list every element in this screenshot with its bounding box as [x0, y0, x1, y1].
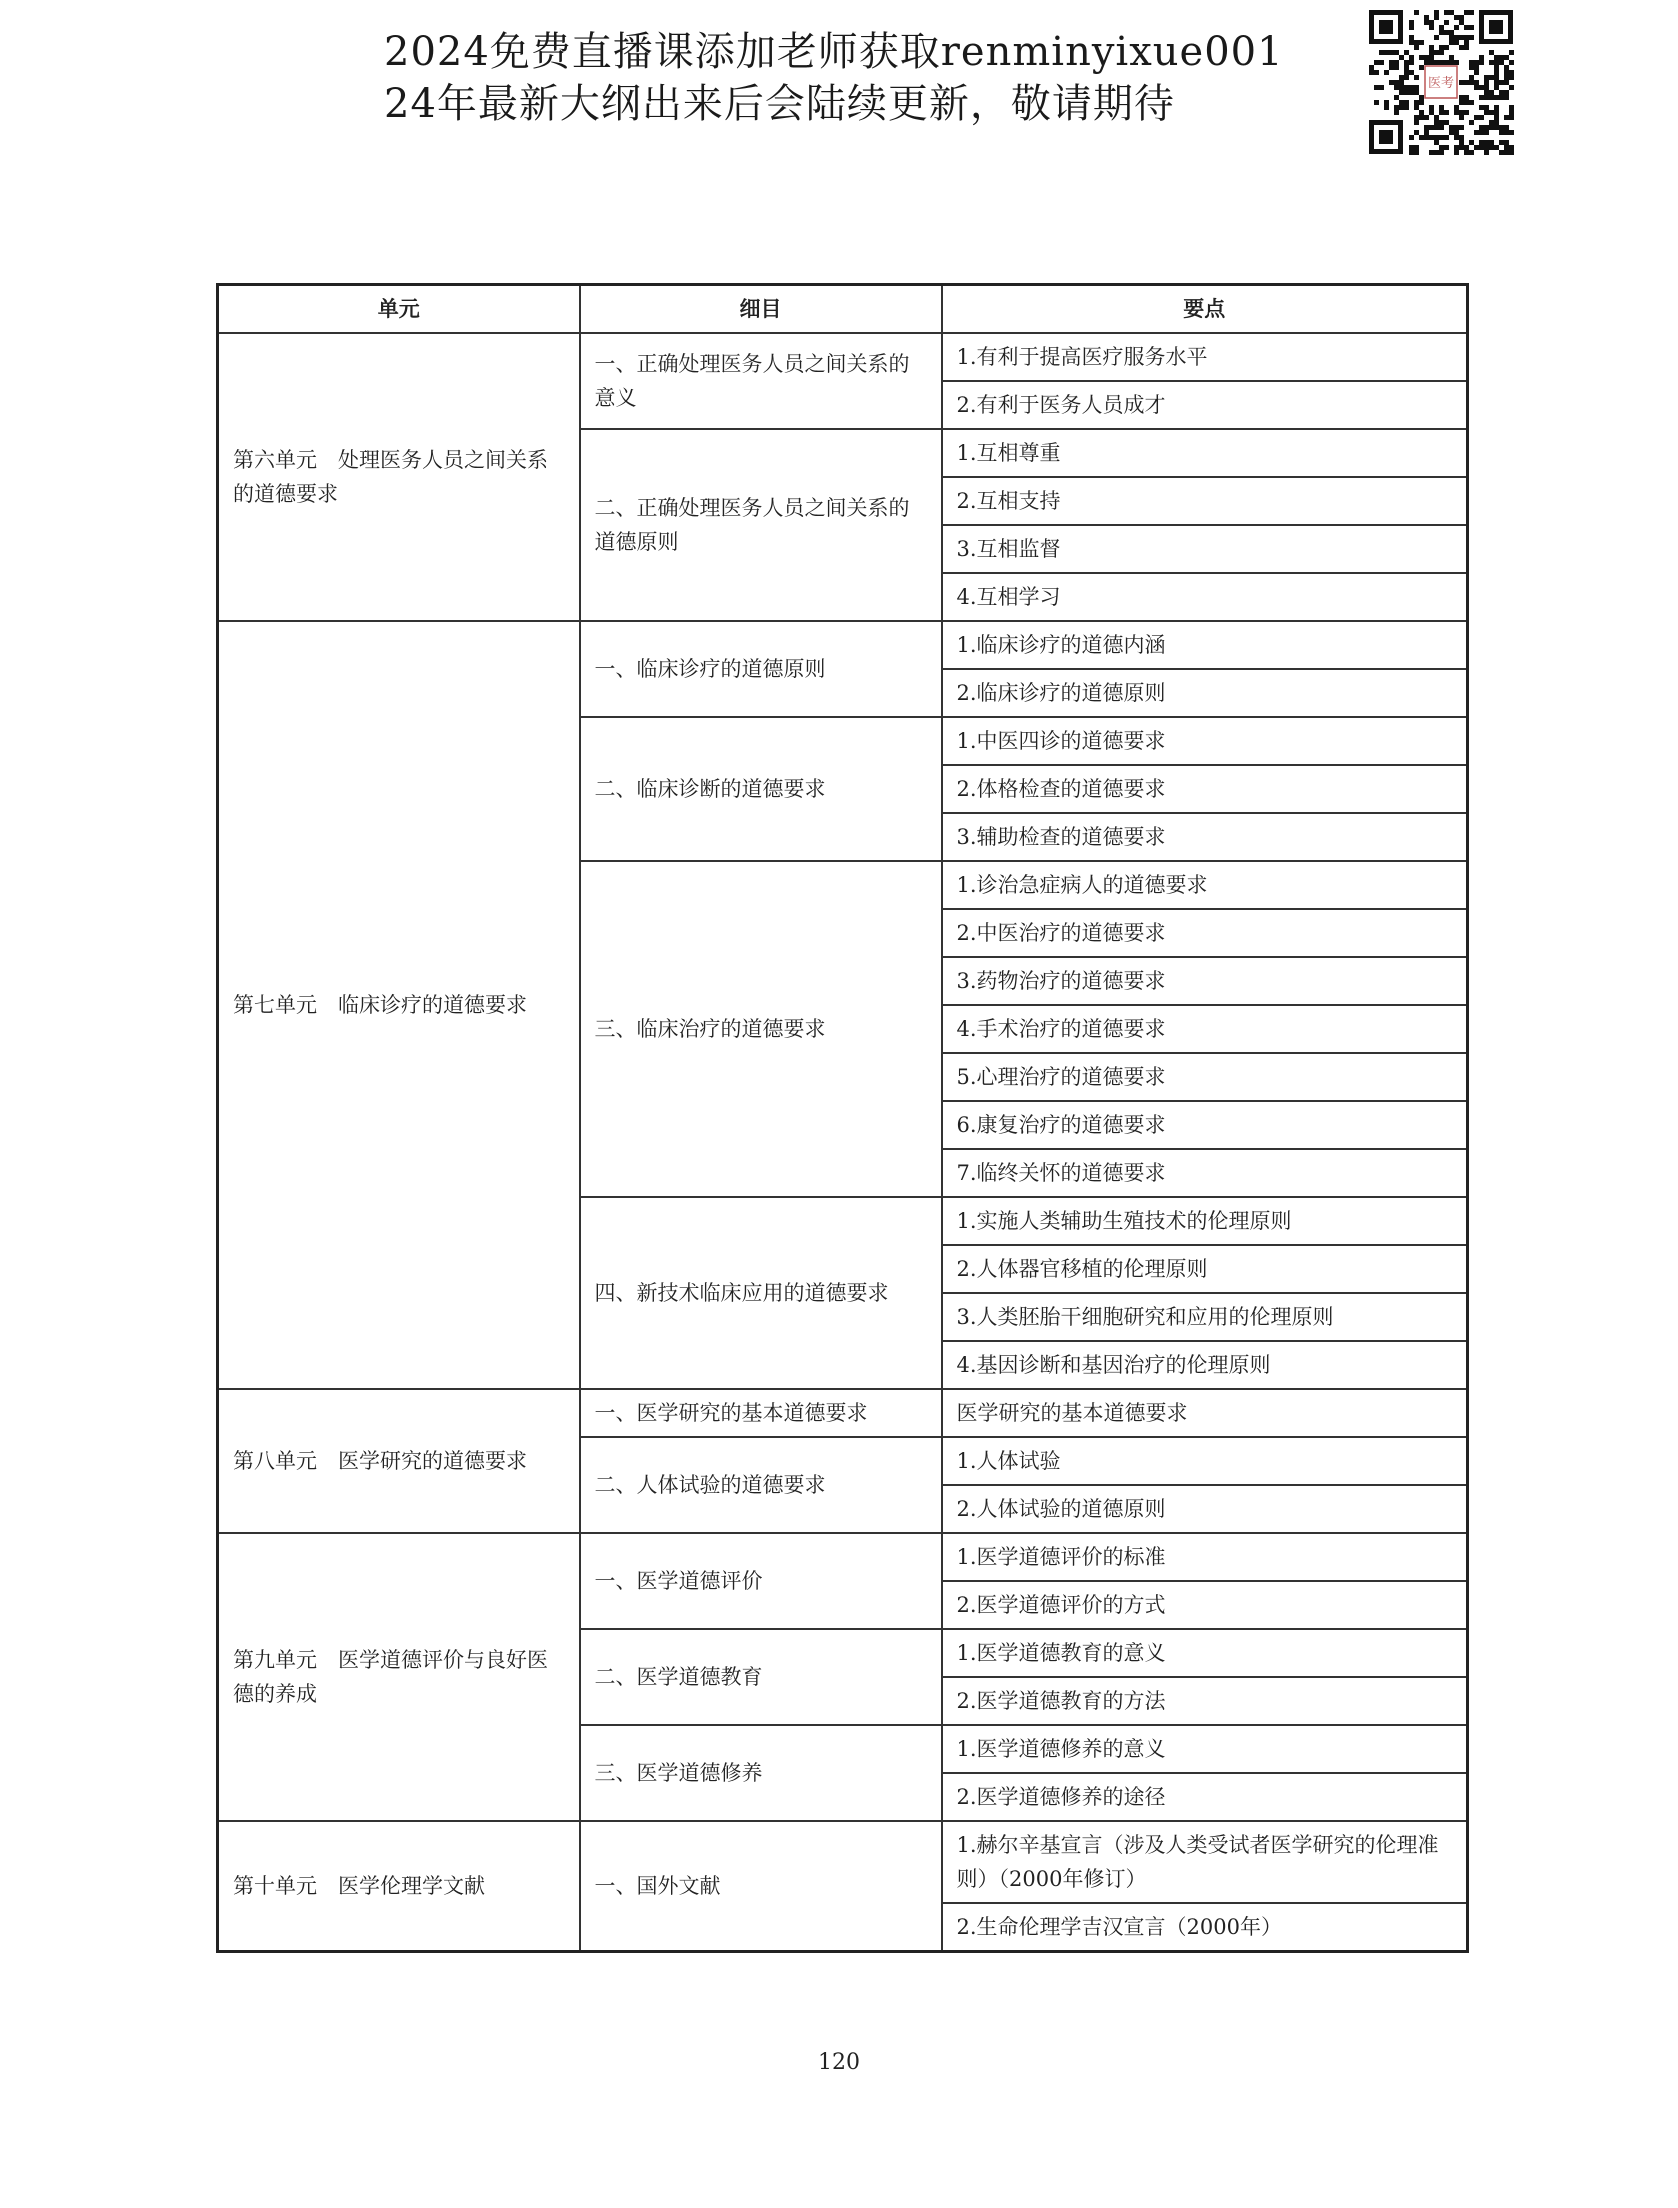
- point-cell: 2.生命伦理学吉汉宣言（2000年）: [942, 1903, 1468, 1952]
- point-cell: 医学研究的基本道德要求: [942, 1389, 1468, 1437]
- point-cell: 1.互相尊重: [942, 429, 1468, 477]
- point-cell: 2.人体试验的道德原则: [942, 1485, 1468, 1533]
- point-cell: 2.中医治疗的道德要求: [942, 909, 1468, 957]
- unit-cell: 第六单元 处理医务人员之间关系的道德要求: [218, 333, 580, 621]
- detail-cell: 一、医学研究的基本道德要求: [580, 1389, 942, 1437]
- point-cell: 4.基因诊断和基因治疗的伦理原则: [942, 1341, 1468, 1389]
- header-line-1: 2024免费直播课添加老师获取renminyixue001: [384, 29, 1284, 75]
- table-row: [218, 1389, 1468, 1437]
- point-cell: 2.医学道德修养的途径: [942, 1773, 1468, 1821]
- page-number: 120: [818, 2050, 860, 2075]
- unit-cell: 第九单元 医学道德评价与良好医德的养成: [218, 1533, 580, 1821]
- detail-cell: 二、正确处理医务人员之间关系的道德原则: [580, 429, 942, 621]
- header-detail: 细目: [580, 285, 942, 334]
- point-cell: 2.体格检查的道德要求: [942, 765, 1468, 813]
- qr-logo-text: 医考: [1427, 76, 1455, 91]
- table-row: [218, 333, 1468, 381]
- point-cell: 3.药物治疗的道德要求: [942, 957, 1468, 1005]
- point-cell: 5.心理治疗的道德要求: [942, 1053, 1468, 1101]
- detail-cell: 一、医学道德评价: [580, 1533, 942, 1629]
- detail-cell: 二、医学道德教育: [580, 1629, 942, 1725]
- detail-cell: 四、新技术临床应用的道德要求: [580, 1197, 942, 1389]
- point-cell: 2.互相支持: [942, 477, 1468, 525]
- point-cell: 7.临终关怀的道德要求: [942, 1149, 1468, 1197]
- header-line-2: 24年最新大纲出来后会陆续更新，敬请期待: [384, 81, 1175, 127]
- detail-cell: 三、临床治疗的道德要求: [580, 861, 942, 1197]
- header-unit: 单元: [218, 285, 580, 334]
- unit-cell: 第七单元 临床诊疗的道德要求: [218, 621, 580, 1389]
- detail-cell: 二、人体试验的道德要求: [580, 1437, 942, 1533]
- table-header-row: [218, 285, 1468, 334]
- unit-cell: 第八单元 医学研究的道德要求: [218, 1389, 580, 1533]
- detail-cell: 一、正确处理医务人员之间关系的意义: [580, 333, 942, 429]
- point-cell: 1.实施人类辅助生殖技术的伦理原则: [942, 1197, 1468, 1245]
- point-cell: 2.医学道德评价的方式: [942, 1581, 1468, 1629]
- syllabus-table: [216, 283, 1469, 1953]
- point-cell: 2.医学道德教育的方法: [942, 1677, 1468, 1725]
- point-cell: 1.医学道德修养的意义: [942, 1725, 1468, 1773]
- point-cell: 3.人类胚胎干细胞研究和应用的伦理原则: [942, 1293, 1468, 1341]
- point-cell: 6.康复治疗的道德要求: [942, 1101, 1468, 1149]
- table-row: [218, 621, 1468, 669]
- point-cell: 1.医学道德教育的意义: [942, 1629, 1468, 1677]
- point-cell: 1.人体试验: [942, 1437, 1468, 1485]
- point-cell: 2.有利于医务人员成才: [942, 381, 1468, 429]
- point-cell: 4.互相学习: [942, 573, 1468, 621]
- unit-cell: 第十单元 医学伦理学文献: [218, 1821, 580, 1952]
- point-cell: 1.有利于提高医疗服务水平: [942, 333, 1468, 381]
- point-cell: 2.临床诊疗的道德原则: [942, 669, 1468, 717]
- table-row: [218, 1533, 1468, 1581]
- detail-cell: 一、临床诊疗的道德原则: [580, 621, 942, 717]
- point-cell: 4.手术治疗的道德要求: [942, 1005, 1468, 1053]
- point-cell: 1.诊治急症病人的道德要求: [942, 861, 1468, 909]
- detail-cell: 二、临床诊断的道德要求: [580, 717, 942, 861]
- point-cell: 3.辅助检查的道德要求: [942, 813, 1468, 861]
- point-cell: 1.赫尔辛基宣言（涉及人类受试者医学研究的伦理准则）（2000年修订）: [942, 1821, 1468, 1903]
- page-header: [384, 26, 1284, 130]
- header-point: 要点: [942, 285, 1468, 334]
- point-cell: 3.互相监督: [942, 525, 1468, 573]
- table-body: [218, 333, 1468, 1952]
- table-row: [218, 1821, 1468, 1903]
- point-cell: 1.中医四诊的道德要求: [942, 717, 1468, 765]
- qr-code-icon: [1365, 6, 1517, 158]
- detail-cell: 一、国外文献: [580, 1821, 942, 1952]
- point-cell: 1.临床诊疗的道德内涵: [942, 621, 1468, 669]
- point-cell: 2.人体器官移植的伦理原则: [942, 1245, 1468, 1293]
- detail-cell: 三、医学道德修养: [580, 1725, 942, 1821]
- point-cell: 1.医学道德评价的标准: [942, 1533, 1468, 1581]
